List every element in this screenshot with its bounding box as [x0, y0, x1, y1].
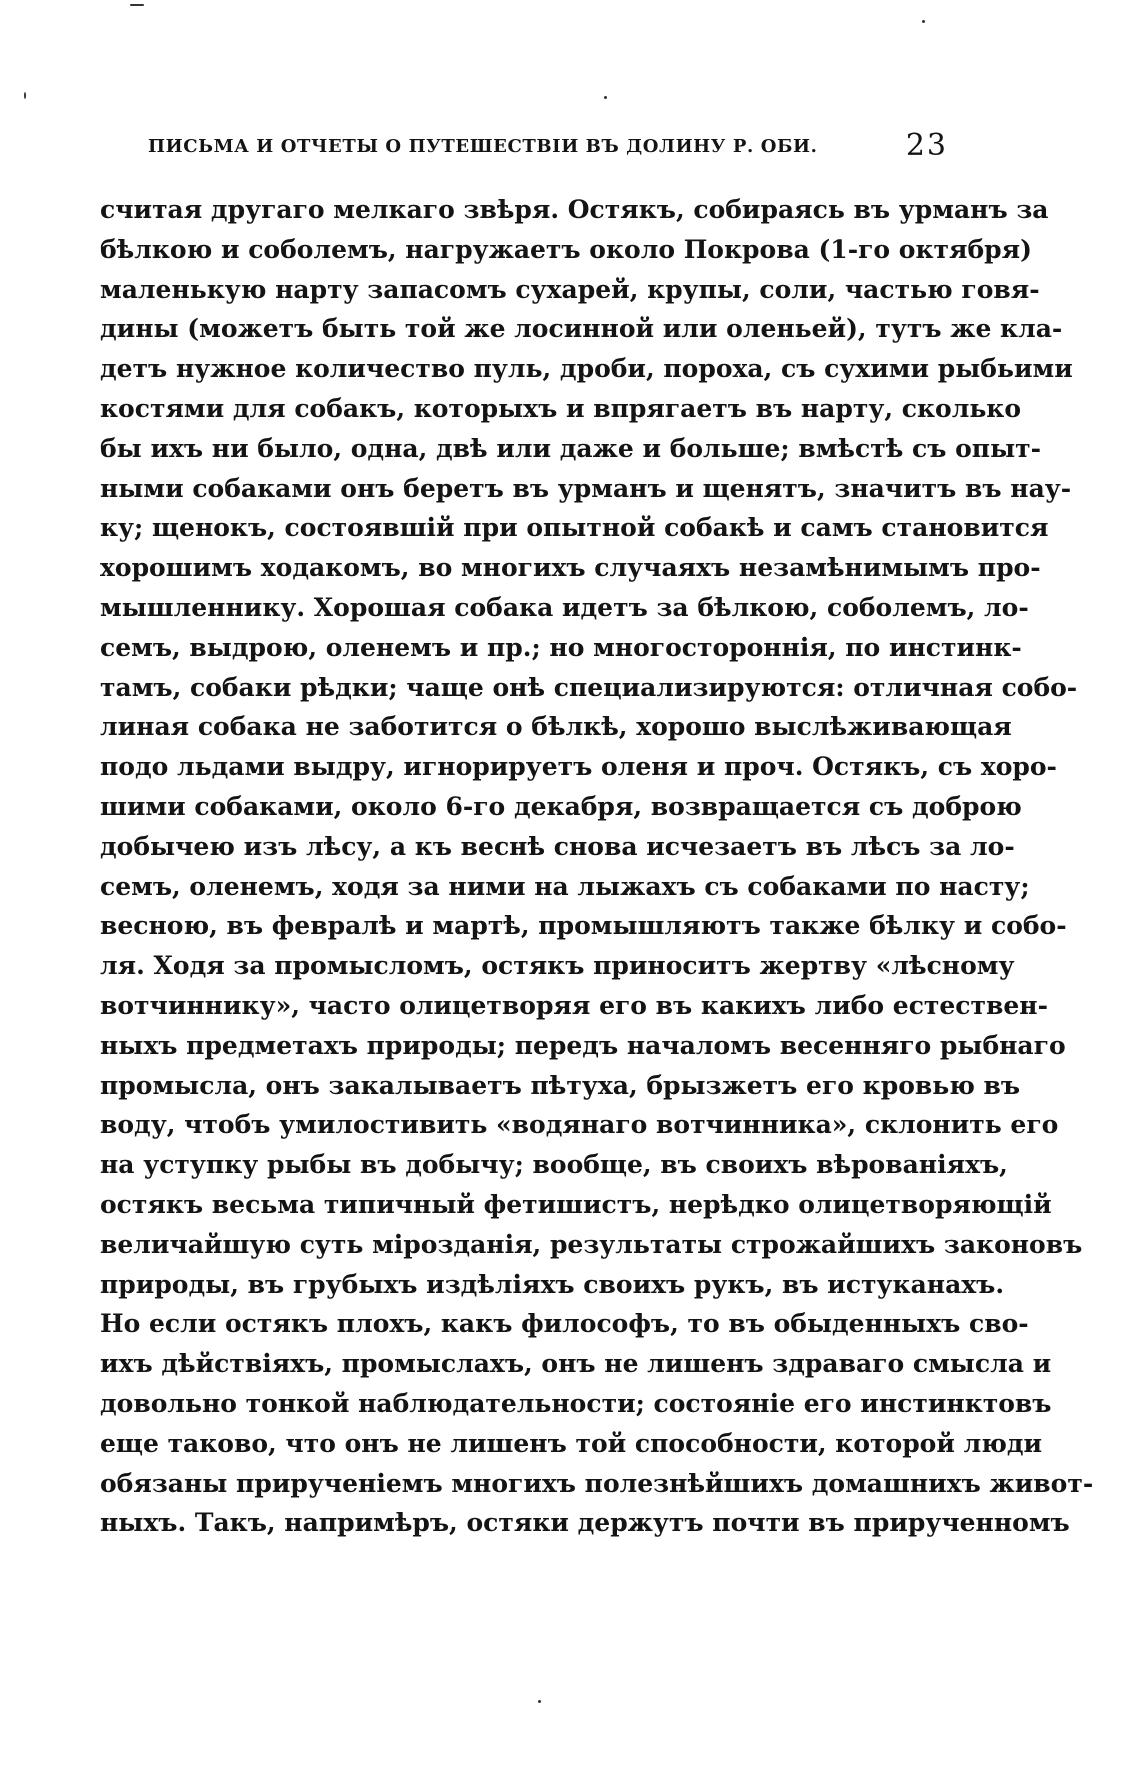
text-line: ными собаками онъ беретъ въ урманъ и щенятъ, значитъ въ нау- [100, 473, 1072, 503]
scan-speck [130, 4, 144, 6]
text-line: шими собаками, около 6-го декабря, возвращается съ доброю [100, 791, 1022, 821]
body-text [100, 190, 1094, 1543]
text-line: еще таково, что онъ не лишенъ той способности, которой люди [100, 1428, 1043, 1458]
text-line: промысла, онъ закалываетъ пѣтуха, брызжетъ его кровью въ [100, 1070, 1021, 1100]
running-head [148, 128, 948, 168]
text-line: линая собака не заботится о бѣлкѣ, хорошо выслѣживающая [100, 712, 1012, 742]
text-line: добычею изъ лѣсу, а къ веснѣ снова исчезаетъ въ лѣсъ за ло- [100, 831, 1015, 861]
text-line: обязаны прирученіемъ многихъ полезнѣйшихъ домашнихъ живот- [100, 1468, 1094, 1498]
text-line: остякъ весьма типичный фетишистъ, нерѣдко олицетворяющій [100, 1189, 1052, 1219]
text-line: хорошимъ ходакомъ, во многихъ случаяхъ незамѣнимымъ про- [100, 553, 1041, 583]
text-line: величайшую суть мірозданія, результаты строжайшихъ законовъ [100, 1229, 1083, 1259]
text-line: семъ, выдрою, оленемъ и пр.; но многостороннія, по инстинк- [100, 632, 1022, 662]
scan-speck [24, 92, 26, 99]
text-line: ку; щенокъ, состоявшій при опытной собакѣ и самъ становится [100, 513, 1049, 543]
text-line: детъ нужное количество пуль, дроби, пороха, съ сухими рыбьими [100, 354, 1073, 384]
text-line: ныхъ предметахъ природы; передъ началомъ весенняго рыбнаго [100, 1030, 1066, 1060]
text-line: мышленнику. Хорошая собака идетъ за бѣлкою, соболемъ, ло- [100, 592, 1029, 622]
text-line: маленькую нарту запасомъ сухарей, крупы, соли, частью говя- [100, 274, 1040, 304]
text-line: бы ихъ ни было, одна, двѣ или даже и больше; вмѣстѣ съ опыт- [100, 433, 1042, 463]
text-line: ныхъ. Такъ, напримѣръ, остяки держутъ почти въ прирученномъ [100, 1508, 1070, 1538]
text-line: воду, чтобъ умилостивить «водянаго вотчинника», склонить его [100, 1110, 1059, 1140]
text-line: семъ, оленемъ, ходя за ними на лыжахъ съ собаками по насту; [100, 871, 1030, 901]
text-line: ихъ дѣйствіяхъ, промыслахъ, онъ не лишенъ здраваго смысла и [100, 1349, 1052, 1379]
text-line: довольно тонкой наблюдательности; состояніе его инстинктовъ [100, 1388, 1052, 1418]
text-line: на уступку рыбы въ добычу; вообще, въ своихъ вѣрованіяхъ, [100, 1150, 1008, 1180]
scan-speck [538, 1700, 541, 1703]
text-line: природы, въ грубыхъ издѣліяхъ своихъ рукъ, въ истуканахъ. [100, 1269, 1005, 1299]
text-line: бѣлкою и соболемъ, нагружаетъ около Покрова (1-го октября) [100, 234, 1032, 264]
scan-speck [922, 20, 925, 23]
text-line: Но если остякъ плохъ, какъ философъ, то въ обыденныхъ сво- [100, 1309, 1029, 1339]
text-line: считая другаго мелкаго звѣря. Остякъ, собираясь въ урманъ за [100, 195, 1049, 224]
text-line: дины (можетъ быть той же лосинной или оленьей), тутъ же кла- [100, 314, 1063, 344]
text-line: вотчиннику», часто олицетворяя его въ какихъ либо естествен- [100, 990, 1048, 1020]
text-line: весною, въ февралѣ и мартѣ, промышляютъ также бѣлку и собо- [100, 911, 1067, 941]
text-line: тамъ, собаки рѣдки; чаще онѣ специализируются: отличная собо- [100, 672, 1078, 702]
text-line: подо льдами выдру, игнорируетъ оленя и проч. Остякъ, съ хоро- [100, 752, 1057, 782]
scan-speck [604, 96, 607, 99]
running-title: ПИСЬМА И ОТЧЕТЫ О ПУТЕШЕСТВІИ ВЪ ДОЛИНУ Р. ОБИ. [148, 136, 818, 157]
page-number: 23 [905, 128, 948, 163]
text-line: ля. Ходя за промысломъ, остякъ приноситъ жертву «лѣсному [100, 951, 1015, 981]
text-line: костями для собакъ, которыхъ и впрягаетъ въ нарту, сколько [100, 393, 1022, 423]
